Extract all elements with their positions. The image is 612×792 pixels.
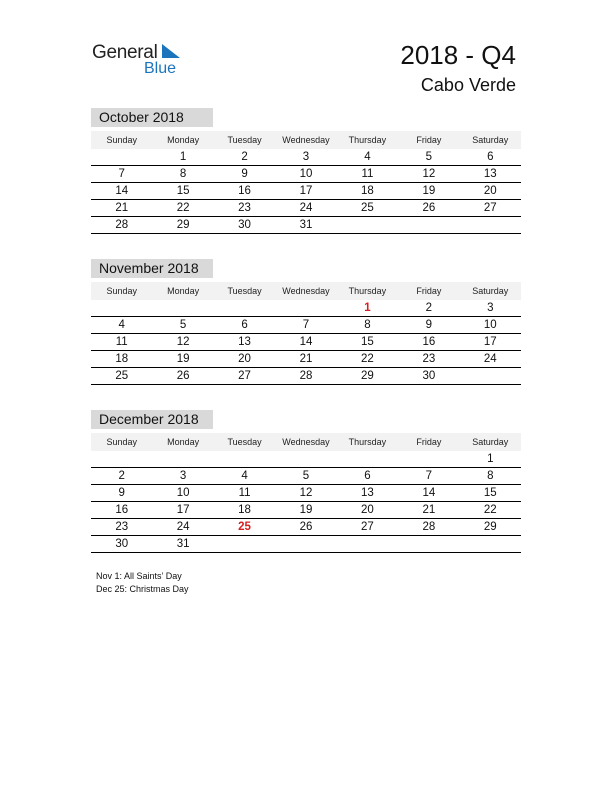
week-row xyxy=(91,468,521,485)
day-cell xyxy=(460,368,521,385)
day-cell: 7 xyxy=(425,470,433,482)
day-cell: 17 xyxy=(483,336,497,348)
weekday-label: Wednesday xyxy=(282,286,330,296)
weekday-label: Thursday xyxy=(348,135,387,145)
day-cell: 2 xyxy=(425,302,433,314)
weekday-label: Monday xyxy=(167,286,200,296)
week-row xyxy=(91,183,521,200)
day-cell: 1 xyxy=(179,151,187,163)
day-cell xyxy=(275,451,336,468)
day-cell xyxy=(337,217,398,234)
weekday-header-row xyxy=(91,131,521,149)
day-cell: 27 xyxy=(483,202,497,214)
weekday-header-row xyxy=(91,433,521,451)
day-cell: 29 xyxy=(361,370,374,382)
week-row xyxy=(91,149,521,166)
day-cell: 6 xyxy=(241,319,248,331)
week-row xyxy=(91,334,521,351)
day-cell: 16 xyxy=(115,504,129,516)
day-cell: 2 xyxy=(241,151,248,163)
weekday-label: Wednesday xyxy=(282,135,330,145)
day-cell xyxy=(214,300,275,317)
week-row xyxy=(91,317,521,334)
day-cell xyxy=(275,300,336,317)
weekday-label: Tuesday xyxy=(227,135,262,145)
holiday-notes xyxy=(96,570,189,595)
day-cell xyxy=(460,536,521,553)
day-cell: 24 xyxy=(483,353,497,365)
day-cell: 12 xyxy=(176,336,190,348)
weekday-header-row xyxy=(91,282,521,300)
day-cell xyxy=(214,451,275,468)
weekday-label: Tuesday xyxy=(227,286,262,296)
weekday-label: Sunday xyxy=(106,286,137,296)
week-row xyxy=(91,351,521,368)
weekday-label: Sunday xyxy=(106,135,137,145)
month-label: November 2018 xyxy=(91,259,213,278)
day-cell xyxy=(337,451,398,468)
weekday-label: Thursday xyxy=(348,437,387,447)
holiday-day-cell: 1 xyxy=(364,302,371,314)
day-cell: 5 xyxy=(179,319,187,331)
day-cell: 19 xyxy=(422,185,436,197)
day-cell: 15 xyxy=(483,487,497,499)
day-cell: 6 xyxy=(487,151,494,163)
day-cell: 5 xyxy=(302,470,310,482)
day-cell xyxy=(398,217,459,234)
day-cell: 13 xyxy=(238,336,251,348)
day-cell: 18 xyxy=(115,353,129,365)
weekday-label: Sunday xyxy=(106,437,137,447)
weekday-label: Friday xyxy=(416,437,442,447)
day-cell xyxy=(91,149,152,166)
month-label: December 2018 xyxy=(91,410,213,429)
day-cell: 27 xyxy=(361,521,374,533)
day-cell: 8 xyxy=(364,319,371,331)
day-cell: 22 xyxy=(176,202,190,214)
day-cell: 6 xyxy=(364,470,371,482)
day-cell xyxy=(91,451,152,468)
day-cell: 10 xyxy=(483,319,497,331)
day-cell: 19 xyxy=(299,504,313,516)
day-cell: 9 xyxy=(425,319,433,331)
weekday-label: Thursday xyxy=(348,286,387,296)
day-cell: 10 xyxy=(299,168,313,180)
holiday-day-cell: 25 xyxy=(238,521,251,533)
day-cell: 11 xyxy=(115,336,128,348)
day-cell: 9 xyxy=(118,487,125,499)
weekday-label: Friday xyxy=(416,286,442,296)
day-cell: 18 xyxy=(361,185,374,197)
day-cell: 24 xyxy=(299,202,313,214)
day-cell: 31 xyxy=(176,538,190,550)
weekday-label: Saturday xyxy=(472,437,509,447)
day-cell xyxy=(398,451,459,468)
day-cell: 26 xyxy=(422,202,436,214)
weekday-label: Monday xyxy=(167,135,200,145)
day-cell: 22 xyxy=(483,504,497,516)
day-cell: 7 xyxy=(302,319,310,331)
logo-general-text: General xyxy=(92,42,158,63)
week-row xyxy=(91,166,521,183)
day-cell xyxy=(460,217,521,234)
day-cell: 8 xyxy=(179,168,187,180)
day-cell: 8 xyxy=(487,470,494,482)
week-row xyxy=(91,300,521,317)
day-cell: 23 xyxy=(238,202,251,214)
day-cell: 22 xyxy=(361,353,374,365)
day-cell: 13 xyxy=(361,487,374,499)
day-cell xyxy=(152,451,213,468)
month-october xyxy=(91,108,521,234)
week-row xyxy=(91,485,521,502)
week-row xyxy=(91,502,521,519)
logo-blue-text: Blue xyxy=(144,60,177,77)
day-cell: 3 xyxy=(179,470,187,482)
generalblue-logo xyxy=(92,40,192,80)
day-cell: 17 xyxy=(299,185,313,197)
day-cell xyxy=(337,536,398,553)
week-row xyxy=(91,451,521,468)
day-cell: 21 xyxy=(422,504,436,516)
day-cell: 23 xyxy=(422,353,436,365)
day-cell: 4 xyxy=(241,470,248,482)
day-cell: 12 xyxy=(299,487,313,499)
day-cell: 27 xyxy=(238,370,251,382)
weekday-label: Saturday xyxy=(472,286,509,296)
week-row xyxy=(91,200,521,217)
day-cell: 1 xyxy=(487,453,494,465)
day-cell: 30 xyxy=(115,538,129,550)
weekday-label: Friday xyxy=(416,135,442,145)
day-cell: 4 xyxy=(118,319,125,331)
day-cell xyxy=(214,536,275,553)
day-cell: 16 xyxy=(422,336,436,348)
weekday-label: Saturday xyxy=(472,135,509,145)
logo-flag-icon xyxy=(162,44,180,58)
day-cell: 12 xyxy=(422,168,436,180)
day-cell: 15 xyxy=(361,336,374,348)
day-cell: 30 xyxy=(422,370,436,382)
day-cell: 26 xyxy=(176,370,190,382)
day-cell: 26 xyxy=(299,521,313,533)
day-cell: 3 xyxy=(487,302,494,314)
month-november xyxy=(91,259,521,385)
day-cell: 30 xyxy=(238,219,251,231)
month-label: October 2018 xyxy=(91,108,213,127)
day-cell xyxy=(275,536,336,553)
day-cell: 24 xyxy=(176,521,190,533)
day-cell: 19 xyxy=(176,353,190,365)
day-cell: 5 xyxy=(425,151,433,163)
day-cell: 20 xyxy=(238,353,251,365)
day-cell: 10 xyxy=(176,487,190,499)
day-cell: 18 xyxy=(238,504,251,516)
day-cell xyxy=(91,300,152,317)
day-cell: 4 xyxy=(364,151,371,163)
day-cell: 25 xyxy=(115,370,129,382)
day-cell: 20 xyxy=(483,185,497,197)
day-cell xyxy=(152,300,213,317)
weekday-label: Wednesday xyxy=(282,437,330,447)
day-cell: 29 xyxy=(176,219,190,231)
week-row xyxy=(91,217,521,234)
day-cell: 9 xyxy=(241,168,248,180)
week-row xyxy=(91,368,521,385)
day-cell: 14 xyxy=(115,185,129,197)
country-name: Cabo Verde xyxy=(420,75,516,95)
day-cell: 16 xyxy=(238,185,251,197)
weekday-label: Monday xyxy=(167,437,200,447)
day-cell: 21 xyxy=(115,202,129,214)
day-cell: 3 xyxy=(302,151,310,163)
day-cell: 7 xyxy=(118,168,125,180)
month-december xyxy=(91,410,521,553)
day-cell: 31 xyxy=(299,219,313,231)
week-row xyxy=(91,536,521,553)
day-cell: 2 xyxy=(118,470,125,482)
day-cell: 17 xyxy=(176,504,190,516)
day-cell: 14 xyxy=(299,336,313,348)
day-cell: 15 xyxy=(176,185,190,197)
day-cell: 20 xyxy=(361,504,374,516)
day-cell: 28 xyxy=(115,219,129,231)
day-cell: 28 xyxy=(422,521,436,533)
day-cell: 25 xyxy=(361,202,374,214)
day-cell xyxy=(398,536,459,553)
page-title: 2018 - Q4 xyxy=(400,40,516,70)
day-cell: 23 xyxy=(115,521,129,533)
holiday-note: Nov 1: All Saints’ Day xyxy=(96,571,182,581)
day-cell: 29 xyxy=(483,521,497,533)
day-cell: 28 xyxy=(299,370,313,382)
holiday-note: Dec 25: Christmas Day xyxy=(96,583,189,594)
day-cell: 14 xyxy=(422,487,436,499)
day-cell: 13 xyxy=(483,168,497,180)
weekday-label: Tuesday xyxy=(227,437,262,447)
day-cell: 11 xyxy=(238,487,251,499)
day-cell: 11 xyxy=(361,168,374,180)
week-row xyxy=(91,519,521,536)
day-cell: 21 xyxy=(299,353,313,365)
